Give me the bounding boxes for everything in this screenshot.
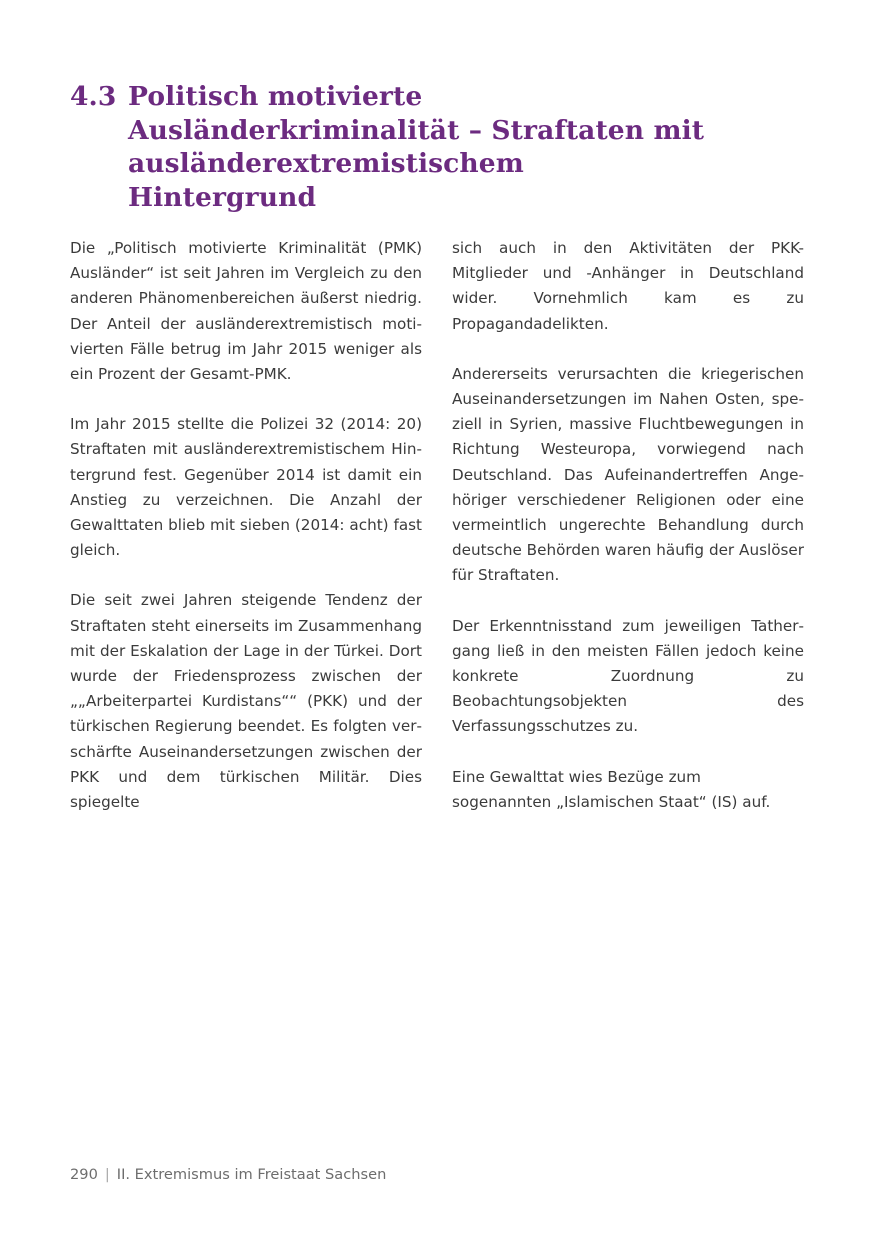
paragraph: Eine Gewalttat wies Bezüge zum sogenannten „Islamischen Staat“ (IS) auf. [452,767,771,811]
section-title: Politisch motivierte Ausländerkriminalität – Straftaten mit ausländerextremistischem Hintergrund [128,81,705,213]
paragraph: Der Erkenntnisstand zum jeweiligen Tathergang ließ in den meisten Fällen jedoch keine konkrete Zuordnung zu Beobachtungsobjekten des Verfassungsschutzes zu. [452,616,804,736]
body-columns [70,236,805,815]
left-column [70,236,422,815]
right-column [452,236,804,815]
page-footer [70,1165,386,1185]
footer-page-number: 290 [70,1166,98,1183]
paragraph: Die „Politisch motivierte Kriminalität (PMK) Ausländer“ ist seit Jahren im Vergleich zu den anderen Phänomenbereichen äußerst niedrig. Der Anteil der ausländerextremistisch motivierten Fälle betrug im Jahr 2015 weniger als ein Prozent der Gesamt-PMK. [70,239,422,384]
paragraph: Die seit zwei Jahren steigende Tendenz der Straftaten steht einerseits im Zusammenhang mit der Eskalation der Lage in der Türkei. Dort wurde der Friedensprozess zwischen der „„Arbeiterpartei Kurdistans““ (PKK) und der türkischen Regierung beendet. Es folgten verschärfte Auseinandersetzungen zwischen der PKK und dem türkischen Militär. Dies spiegelte [70,591,422,812]
paragraph: Im Jahr 2015 stellte die Polizei 32 (2014: 20) Straftaten mit ausländerextremistischem Hintergrund fest. Gegenüber 2014 ist damit ein Anstieg zu verzeichnen. Die Anzahl der Gewalttaten blieb mit sieben (2014: acht) fast gleich. [70,415,422,560]
paragraph: sich auch in den Aktivitäten der PKK-Mitglieder und -Anhänger in Deutschland wider. Vornehmlich kam es zu Propagandadelikten. [452,239,804,333]
section-number: 4.3 [70,81,117,112]
footer-section-title: II. Extremismus im Freistaat Sachsen [116,1166,387,1183]
footer-separator: | [104,1166,110,1183]
paragraph: Andererseits verursachten die kriegerischen Auseinandersetzungen im Nahen Osten, speziell in Syrien, massive Fluchtbewegungen in Richtung Westeuropa, vorwiegend nach Deutschland. Das Aufeinandertreffen Angehöriger verschiedener Religionen oder eine vermeintlich ungerechte Behandlung durch deutsche Behörden waren häufig der Auslöser für Straftaten. [452,364,804,585]
section-heading [70,80,790,214]
